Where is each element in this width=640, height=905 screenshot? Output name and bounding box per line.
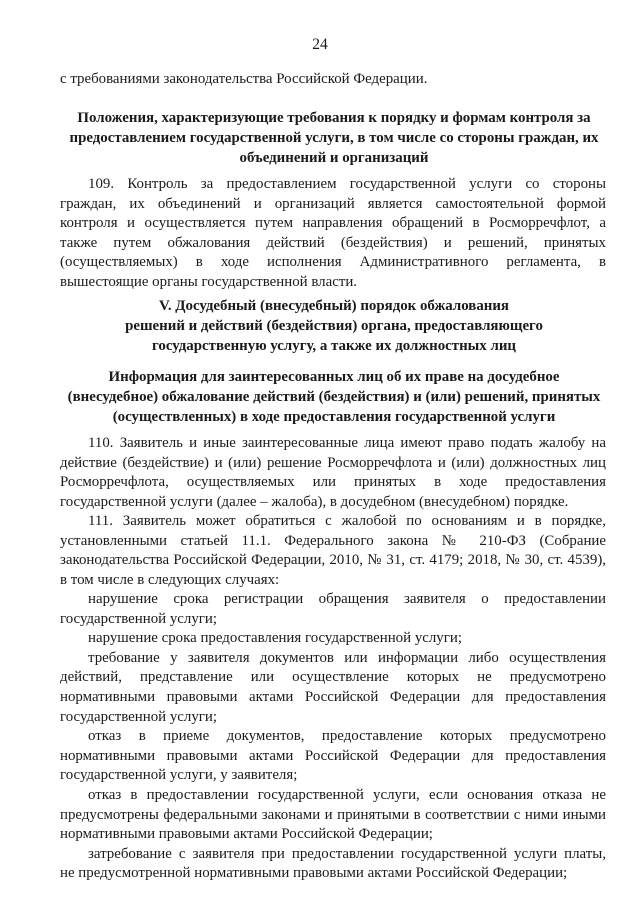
text-line: Росморречфлота, осуществляемых или принятых в ходе предоставления (60, 474, 606, 491)
text-line: 109. Контроль за предоставлением государственной услуги со стороны (88, 176, 606, 192)
heading-line: V. Досудебный (внесудебный) порядок обжалования (159, 298, 509, 314)
list-item: отказ в приеме документов, предоставление которых предусмотрено нормативными правовыми актами Российской Федерации для предоставления государственной услуги, у заявителя; (60, 728, 606, 784)
page-number: 24 (312, 36, 328, 53)
text-line: действие (бездействие) и (или) решение Росморречфлота и (или) должностных лиц (60, 454, 606, 471)
paragraph-110 (60, 434, 606, 512)
list-item: нарушение срока регистрации обращения заявителя о предоставлении государственной услуги; (60, 591, 606, 627)
heading-line: государственную услугу, а также их должностных лиц (152, 338, 516, 354)
heading-control-requirements (56, 108, 612, 168)
list-item: нарушение срока предоставления государственной услуги; (88, 630, 462, 647)
heading-line: предоставлением государственной услуги, в том числе со стороны граждан, их (69, 130, 599, 146)
text-line: также путем обжалования действий (бездействия) и решений, принятых (60, 234, 606, 251)
list-item: требование у заявителя документов или информации либо осуществления действий, представление или осуществление которых не предусмотрено нормативными правовыми актами Российской Федерации для предоставления государственной услуги; (60, 649, 606, 725)
text-line: 110. Заявитель и иные заинтересованные лица имеют право подать жалобу на (88, 435, 606, 451)
list-item: затребование с заявителя при предоставлении государственной услуги платы, не предусмотренной нормативными правовыми актами Российской Федерации; (60, 845, 606, 882)
text-line: 111. Заявитель может обратиться с жалобой по основаниям и в порядке, (88, 513, 606, 529)
heading-line: Информация для заинтересованных лиц об их праве на досудебное (108, 369, 560, 385)
list-item: отказ в предоставлении государственной услуги, если основания отказа не предусмотрены федеральными законами и принятыми в соответствии с ними иными нормативными правовыми актами Российской Федерации; (60, 786, 606, 843)
text-line: государственной услуги (далее – жалоба), в досудебном (внесудебном) порядке. (60, 493, 569, 510)
heading-line: (осуществленных) в ходе предоставления государственной услуги (112, 409, 556, 425)
heading-line: объединений и организаций (239, 150, 429, 166)
appeal-cases-list (60, 590, 606, 884)
section-v-heading (56, 296, 612, 356)
heading-appeal-information (56, 367, 612, 427)
text-line: вышестоящие органы государственной власти. (60, 273, 358, 290)
text-line: (осуществляемых) в ходе исполнения Административного регламента, в (60, 254, 606, 271)
text-line: граждан, их объединений и организаций является самостоятельной формой (60, 195, 606, 212)
heading-line: решений и действий (бездействия) органа, предоставляющего (125, 318, 543, 334)
text-line: установленными статьей 11.1. Федерального закона № 210-ФЗ (Собрание (60, 532, 606, 549)
text-line: законодательства Российской Федерации, 2010, № 31, ст. 4179; 2018, № 30, ст. 4539), (60, 552, 606, 569)
text-line: контроля и осуществляется путем направления обращений в Росморречфлот, а (60, 215, 606, 232)
intro-line: с требованиями законодательства Российской Федерации. (60, 71, 428, 87)
paragraph-109 (60, 175, 606, 293)
paragraph-111 (60, 512, 606, 590)
heading-line: Положения, характеризующие требования к порядку и формам контроля за (77, 110, 591, 126)
heading-line: (внесудебное) обжалование действий (бездействия) и (или) решений, принятых (67, 389, 601, 405)
text-line: в том числе в следующих случаях: (60, 571, 280, 588)
